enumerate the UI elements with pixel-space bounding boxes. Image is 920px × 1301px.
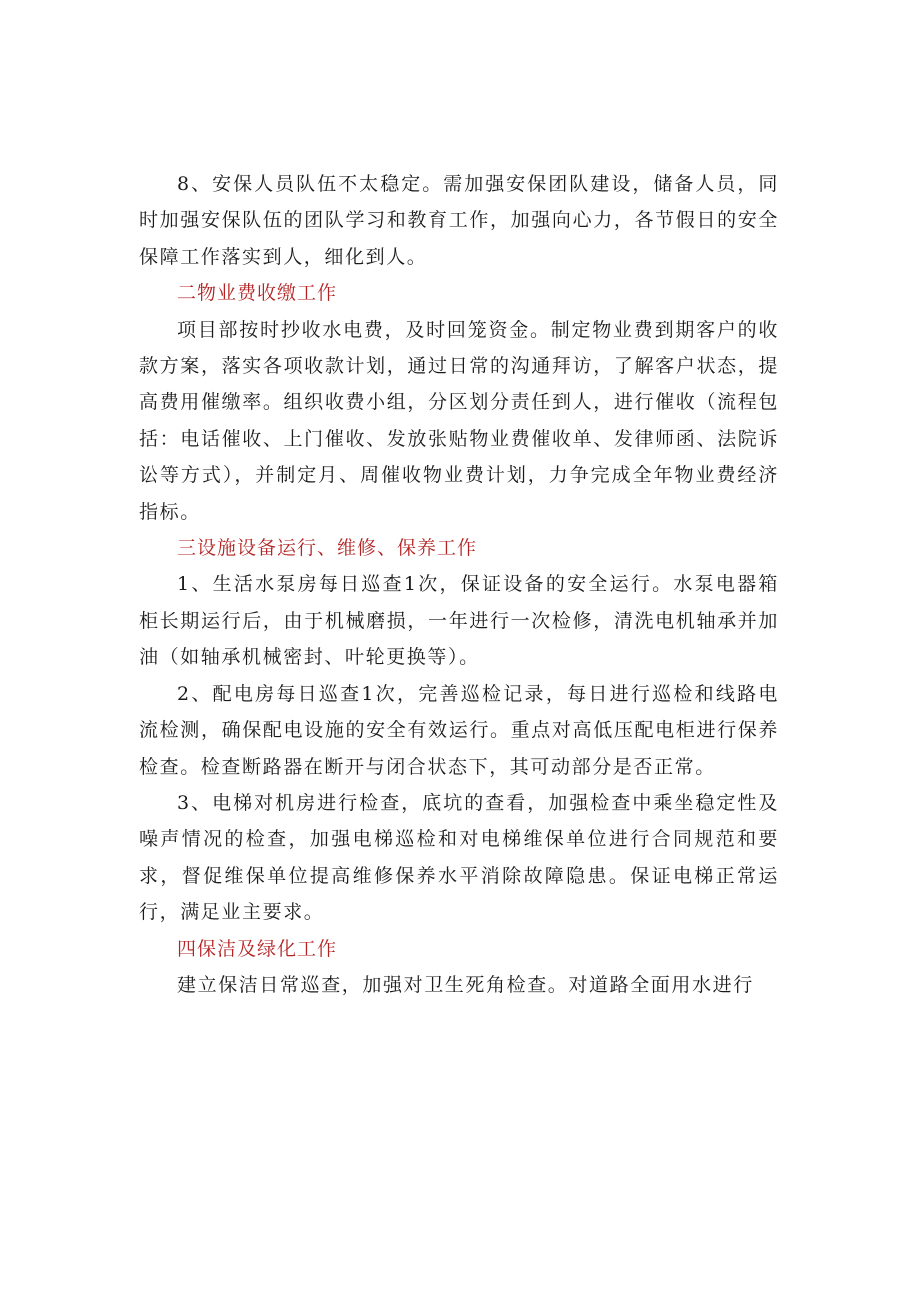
document-body xyxy=(139,166,779,1003)
section-heading-cleaning: 四保洁及绿化工作 xyxy=(177,937,338,960)
paragraph-power-room: 2、配电房每日巡查1次，完善巡检记录，每日进行巡检和线路电流检测，确保配电设施的安全有效运行。重点对高低压配电柜进行保养检查。检查断路器在断开与闭合状态下，其可动部分是否正常。 xyxy=(139,682,779,778)
section-heading-facilities: 三设施设备运行、维修、保养工作 xyxy=(177,537,478,560)
paragraph-security-staff: 8、安保人员队伍不太稳定。需加强安保团队建设，储备人员，同时加强安保队伍的团队学习和教育工作，加强向心力，各节假日的安全保障工作落实到人，细化到人。 xyxy=(139,173,779,268)
paragraph-water-pump: 1、生活水泵房每日巡查1次，保证设备的安全运行。水泵电器箱柜长期运行后，由于机械磨损，一年进行一次检修，清洗电机轴承并加油（如轴承机械密封、叶轮更换等）。 xyxy=(139,573,779,669)
paragraph-elevator: 3、电梯对机房进行检查，底坑的查看，加强检查中乘坐稳定性及噪声情况的检查，加强电梯巡检和对电梯维保单位进行合同规范和要求，督促维保单位提高维修保养水平消除故障隐患。保证电梯正常运行，满足业主要求。 xyxy=(139,791,779,924)
paragraph-cleaning: 建立保洁日常巡查，加强对卫生死角检查。对道路全面用水进行 xyxy=(177,973,754,996)
paragraph-property-fee: 项目部按时抄收水电费，及时回笼资金。制定物业费到期客户的收款方案，落实各项收款计划，通过日常的沟通拜访，了解客户状态，提高费用催缴率。组织收费小组，分区划分责任到人，进行催收（流程包括：电话催收、上门催收、发放张贴物业费催收单、发律师函、法院诉讼等方式），并制定月、周催收物业费计划，力争完成全年物业费经济指标。 xyxy=(139,318,779,523)
section-heading-property-fee: 二物业费收缴工作 xyxy=(177,282,338,305)
